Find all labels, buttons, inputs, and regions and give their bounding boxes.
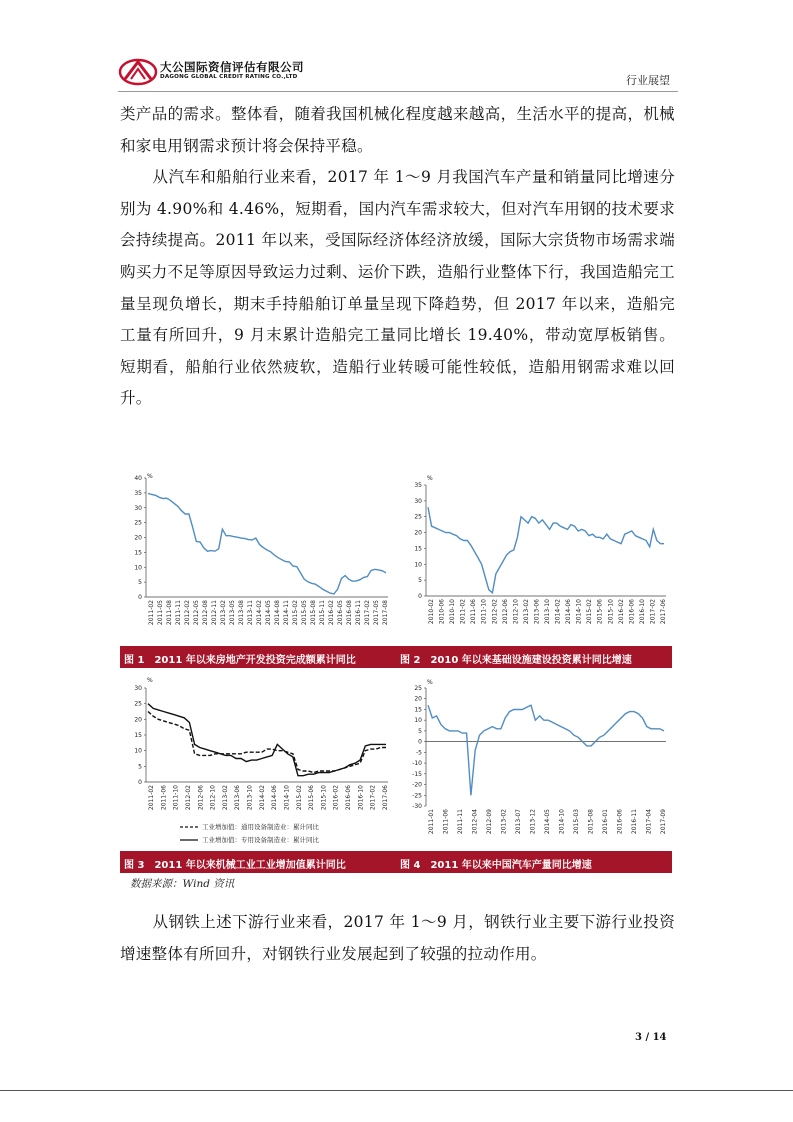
x-tick-label: 2017-02 [369,785,377,811]
x-tick-label: 2016-11 [355,600,362,626]
y-tick-label: 25 [134,519,142,527]
x-tick-label: 2010-06 [438,599,446,625]
fig1-ylabel: % [147,473,153,480]
x-tick-label: 2014-05 [544,809,551,835]
x-tick-label: 2016-02 [328,600,335,626]
y-tick-label: 15 [414,545,422,553]
y-tick-label: 30 [134,685,142,692]
x-tick-label: 2014-05 [265,600,272,626]
x-tick-label: 2010-10 [449,599,457,625]
y-tick-label: -30 [412,803,422,810]
x-tick-label: 2014-11 [283,600,290,626]
x-tick-label: 2011-08 [166,600,173,626]
figure-3-chart [120,672,396,850]
x-tick-label: 2013-10 [246,785,254,811]
x-tick-label: 2013-06 [533,599,541,625]
x-tick-label: 2011-11 [457,809,464,835]
x-tick-label: 2017-09 [660,809,667,835]
x-tick-label: 2012-08 [202,600,209,626]
y-tick-label: 30 [414,497,422,505]
x-tick-label: 2016-08 [346,600,353,626]
x-tick-label: 2012-02 [184,600,191,626]
y-tick-label: 0 [138,594,142,601]
x-tick-label: 2012-06 [197,785,205,811]
x-tick-label: 2012-11 [211,600,218,626]
x-tick-label: 2014-08 [274,600,281,626]
paragraph-2: 从汽车和船舶行业来看，2017 年 1～9 月我国汽车产量和销量同比增速分别为 4.90%和 4.46%，短期看，国内汽车需求较大，但对汽车用钢的技术要求会持续提高。2011 年以来，受国际经济体经济放缓，国际大宗货物市场需求端购买力不足等原因导致运力过剩、运价下跌，造船行业整体下行，我国造船完工量呈现负增长，期末手持船舶订单量呈现下降趋势，但 2017 年以来，造船完工量有所回升，9 月末累计造船完工量同比增长 19.40%，带动宽厚板销售。短期看，船舶行业依然疲软，造船行业转暖可能性较低，造船用钢需求难以回升。 [120,168,675,408]
footer-divider [0,1090,793,1091]
x-tick-label: 2014-06 [565,599,573,625]
header-divider [118,91,678,92]
page-header [118,55,678,95]
x-tick-label: 2011-05 [157,600,164,626]
x-tick-label: 2014-02 [258,785,266,811]
section-title: 行业展望 [626,74,670,87]
figure-3-caption: 图 3 2011 年以来机械工业工业增加值累计同比 [124,860,346,871]
x-tick-label: 2012-06 [501,599,509,625]
x-tick-label: 2016-10 [357,785,365,811]
x-tick-label: 2015-06 [308,785,316,811]
x-tick-label: 2011-10 [480,599,488,625]
y-tick-label: 25 [414,513,422,521]
figure-4-chart [400,676,672,850]
y-tick-label: 5 [418,727,422,735]
x-tick-label: 2011-06 [160,785,168,811]
series-line-1 [148,712,386,773]
fig4-plot [412,685,667,834]
x-tick-label: 2011-10 [172,785,180,811]
x-tick-label: 2012-10 [512,599,520,625]
y-tick-label: 10 [414,561,422,569]
x-tick-label: 2015-10 [607,599,615,625]
y-tick-label: -15 [412,770,422,778]
x-tick-label: 2015-02 [295,785,303,811]
data-source: 数据来源：Wind 资讯 [130,878,235,890]
x-tick-label: 2016-02 [617,599,625,625]
series-line-1 [428,705,664,795]
x-tick-label: 2013-02 [500,809,508,835]
paragraph-3: 从钢铁上述下游行业来看，2017 年 1～9 月，钢铁行业主要下游行业投资增速整体有所回升，对钢铁行业发展起到了较强的拉动作用。 [120,913,675,963]
y-tick-label: -25 [412,792,422,800]
series-line-2 [148,704,386,776]
x-tick-label: 2015-02 [586,599,594,625]
x-tick-label: 2015-05 [301,600,308,626]
x-tick-label: 2014-10 [283,785,291,811]
fig2-plot [414,482,667,624]
x-tick-label: 2014-10 [558,809,566,835]
caption-row-2 [120,851,672,873]
x-tick-label: 2012-10 [209,785,217,811]
x-tick-label: 2015-10 [320,785,328,811]
x-tick-label: 2014-06 [271,785,279,811]
body-text-bottom [120,907,675,970]
x-tick-label: 2016-01 [602,809,609,835]
y-tick-label: 15 [134,549,142,557]
fig3-plot [134,685,389,810]
x-tick-label: 2011-11 [175,600,182,626]
x-tick-label: 2016-05 [337,600,344,626]
x-tick-label: 2016-02 [332,785,340,811]
x-tick-label: 2013-11 [247,600,254,626]
x-tick-label: 2015-03 [573,809,580,835]
fig3-ylabel: % [147,677,153,684]
y-tick-label: 0 [138,779,142,786]
series-line-1 [428,507,664,593]
fig3-legend-special: 工业增加值：专用设备制造业：累计同比 [202,836,319,844]
y-tick-label: 10 [134,747,142,755]
paragraph-1: 类产品的需求。整体看，随着我国机械化程度越来越高，生活水平的提高，机械和家电用钢需求预计将会保持平稳。 [120,105,675,155]
figure-1-chart [120,466,396,646]
y-tick-label: -10 [412,760,422,768]
y-tick-label: -20 [412,781,422,789]
x-tick-label: 2016-06 [345,785,353,811]
x-tick-label: 2017-06 [660,599,667,625]
x-tick-label: 2012-04 [471,809,479,835]
x-tick-label: 2011-02 [148,785,155,811]
x-tick-label: 2011-06 [442,809,450,835]
y-tick-label: -5 [416,749,422,757]
x-tick-label: 2013-02 [522,599,530,625]
x-tick-label: 2012-09 [486,809,493,835]
y-tick-label: 0 [418,593,422,600]
figure-4-caption: 图 4 2011 年以来中国汽车产量同比增速 [400,860,592,871]
x-tick-label: 2017-05 [373,600,380,626]
x-tick-label: 2017-04 [645,809,653,835]
y-tick-label: 20 [414,529,422,537]
x-tick-label: 2013-10 [544,599,551,625]
x-tick-label: 2011-06 [470,599,478,625]
x-tick-label: 2013-05 [229,600,236,626]
fig3-legend-general: 工业增加值：通用设备制造业：累计同比 [202,823,319,831]
y-tick-label: 0 [418,738,422,746]
x-tick-label: 2015-08 [587,809,595,835]
x-tick-label: 2016-06 [616,809,624,835]
dagong-logo-icon [118,57,158,87]
x-tick-label: 2016-06 [628,599,636,625]
y-tick-label: 5 [138,763,142,771]
caption-row-1 [120,646,672,668]
x-tick-label: 2011-01 [428,809,435,835]
x-tick-label: 2013-02 [221,785,229,811]
y-tick-label: 40 [134,475,142,482]
x-tick-label: 2013-08 [238,600,245,626]
x-tick-label: 2012-02 [184,785,192,811]
y-tick-label: 35 [134,489,142,497]
company-name-en: DAGONG GLOBAL CREDIT RATING CO.,LTD [160,74,298,80]
x-tick-label: 2013-02 [220,600,227,626]
figure-2-chart [400,474,672,646]
series-line-1 [148,494,386,595]
x-tick-label: 2017-02 [649,599,657,625]
x-tick-label: 2011-02 [459,599,467,625]
x-tick-label: 2017-06 [382,785,389,811]
x-tick-label: 2017-02 [364,600,371,626]
y-tick-label: 35 [414,482,422,489]
company-name-cn: 大公国际资信评估有限公司 [160,60,304,74]
fig4-ylabel: % [427,679,433,686]
figure-1-caption: 图 1 2011 年以来房地产开发投资完成额累计同比 [124,655,356,666]
y-tick-label: 15 [414,706,422,714]
x-tick-label: 2014-02 [554,599,562,625]
figure-2-caption: 图 2 2010 年以来基础设施建设投资累计同比增速 [400,655,632,666]
y-tick-label: 5 [138,579,142,587]
x-tick-label: 2017-08 [382,600,389,626]
y-tick-label: 25 [414,685,422,692]
x-tick-label: 2012-02 [491,599,499,625]
y-tick-label: 20 [414,695,422,703]
x-tick-label: 2012-05 [193,600,200,626]
fig2-ylabel: % [427,475,433,482]
x-tick-label: 2015-06 [596,599,604,625]
x-tick-label: 2016-11 [631,809,638,835]
x-tick-label: 2015-08 [310,600,317,626]
y-tick-label: 20 [134,716,142,724]
x-tick-label: 2014-10 [575,599,583,625]
x-tick-label: 2013-07 [515,809,522,835]
y-tick-label: 30 [134,504,142,512]
y-tick-label: 5 [418,577,422,585]
x-tick-label: 2014-02 [256,600,263,626]
y-tick-label: 10 [134,564,142,572]
x-tick-label: 2010-02 [428,599,435,625]
x-tick-label: 2015-11 [319,600,326,626]
x-tick-label: 2016-10 [638,599,646,625]
y-tick-label: 20 [134,534,142,542]
x-tick-label: 2015-02 [292,600,299,626]
page-number: 3 / 14 [635,1032,667,1043]
fig1-plot [134,475,389,625]
y-tick-label: 15 [134,732,142,739]
x-tick-label: 2011-02 [148,600,155,626]
y-tick-label: 25 [134,700,142,708]
x-tick-label: 2013-06 [234,785,242,811]
body-text-top [120,99,675,415]
x-tick-label: 2013-12 [529,809,537,835]
y-tick-label: 10 [414,717,422,725]
